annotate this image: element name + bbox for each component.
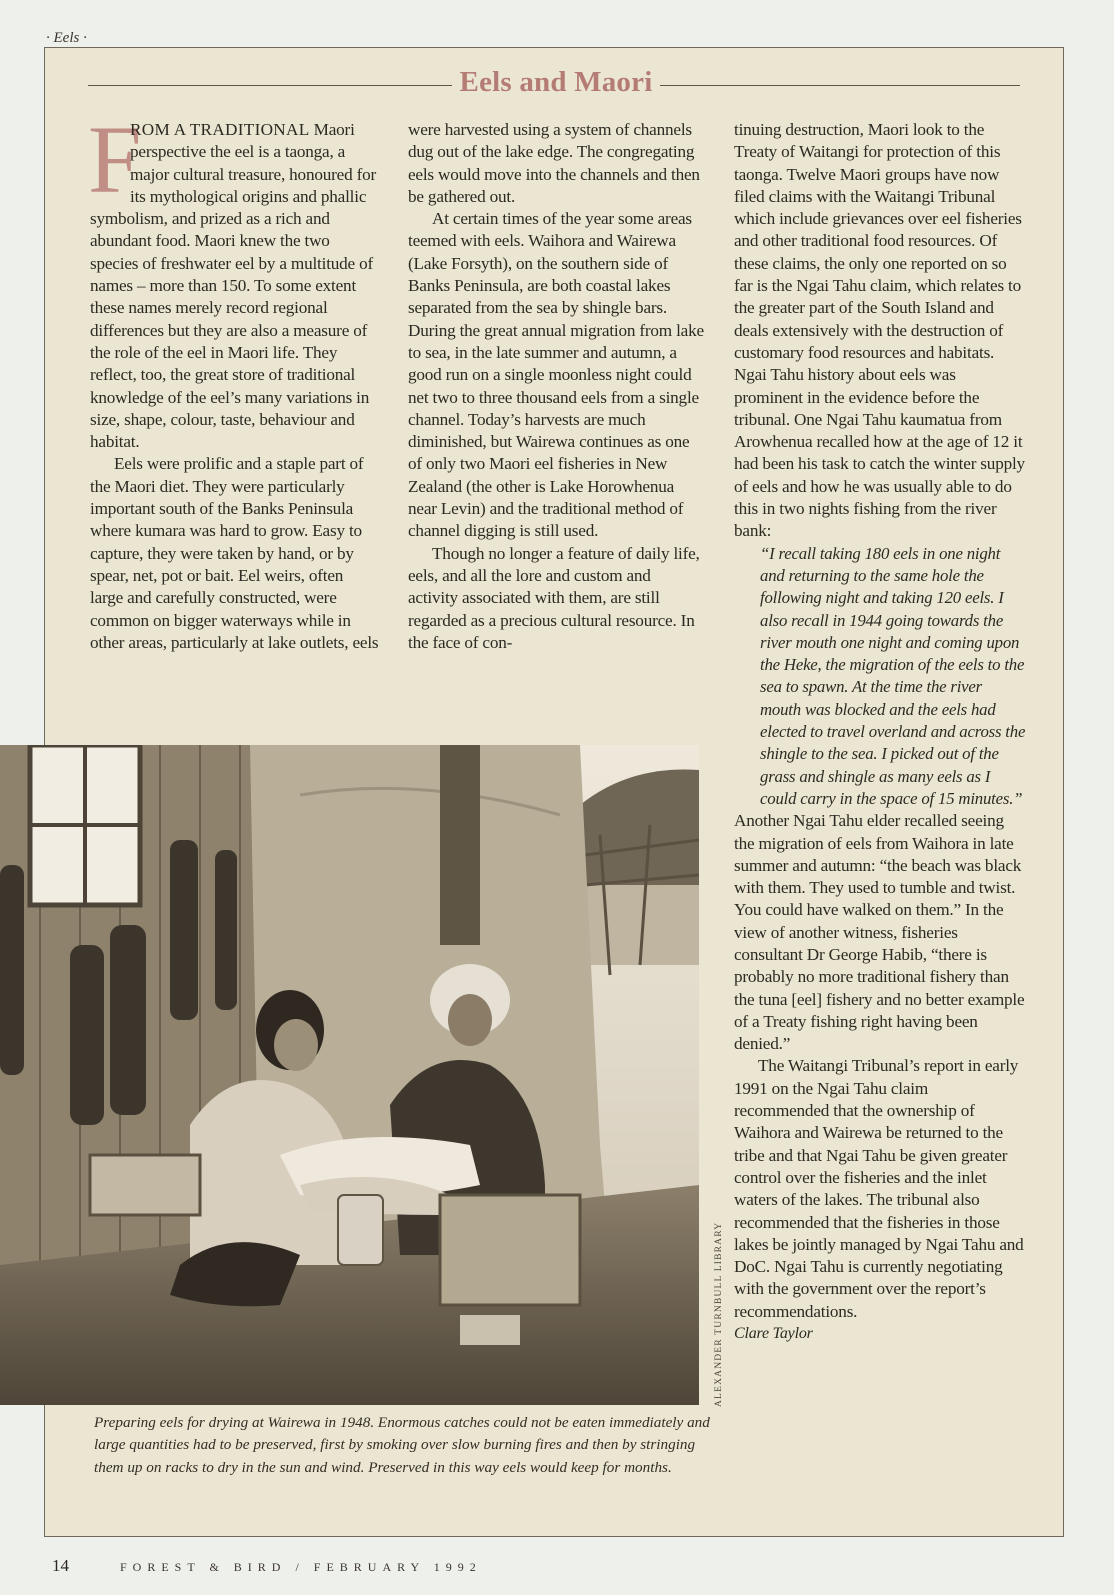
title-rule-right bbox=[660, 85, 1020, 86]
lead-in: ROM A TRADITIONAL bbox=[130, 120, 310, 139]
paragraph: Eels were prolific and a staple part of the Maori diet. They were particularly important south of the Banks Peninsula where kumara was hard to grow. Easy to capture, they were taken by hand, or by spear, net, pot or bait. Eel weirs, often large and carefully constructed, were common on bigger waterways while in other areas, particularly at lake outlets, eels bbox=[90, 454, 379, 652]
photo-eels-drying bbox=[0, 745, 699, 1405]
drop-cap: F bbox=[88, 106, 142, 213]
paragraph: Another Ngai Tahu elder recalled seeing the migration of eels from Waihora in late summer and autumn: “the beach was black with them. They used to tumble and twist. You could have walked on them.” In the view of another witness, fisheries consultant Dr George Habib, “there is probably no more traditional fishery than the tuna [eel] fishery and no better example of a Treaty fishing right having been denied.” bbox=[734, 811, 1025, 1054]
photo-credit: ALEXANDER TURNBULL LIBRARY bbox=[714, 1221, 724, 1407]
paragraph: At certain times of the year some areas teemed with eels. Waihora and Wairewa (Lake Forsyth), on the southern side of Banks Peninsula, are both coastal lakes separated from the sea by shingle bars. During the great annual migration from lake to sea, in the late summer and autumn, a good run on a single moonless night could net two to three thousand eels from a single channel. Today’s harvests are much diminished, but Wairewa continues as one of only two Maori eel fisheries in New Zealand (the other is Lake Horowhenua near Levin) and the traditional method of channel digging is still used. bbox=[408, 209, 704, 541]
column-1 bbox=[88, 106, 380, 654]
article-title-row bbox=[88, 66, 1020, 106]
photo-caption: Preparing eels for drying at Wairewa in 1948. Enormous catches could not be eaten immediately and large quantities had to be preserved, first by smoking over slow burning fires and then by stringing them up on racks to dry in the sun and wind. Preserved in this way eels would keep for months. bbox=[94, 1414, 710, 1476]
paragraph bbox=[88, 106, 380, 453]
publication-footer: FOREST & BIRD / FEBRUARY 1992 bbox=[120, 1560, 482, 1574]
column-2 bbox=[408, 119, 704, 654]
title-rule-left bbox=[88, 85, 452, 86]
running-head: · Eels · bbox=[46, 30, 87, 46]
column-3 bbox=[734, 119, 1026, 1345]
photo-illustration bbox=[0, 745, 699, 1405]
article-title: Eels and Maori bbox=[459, 66, 653, 98]
paragraph-text: Maori perspective the eel is a taonga, a major cultural treasure, honoured for its mythological origins and phallic symbolism, and prized as a rich and abundant food. Maori knew the two species of freshwater eel by a multitude of names – more than 150. To some extent these names merely record regional differences but they are also a measure of the role of the eel in Maori life. They reflect, too, the great store of traditional knowledge of the eel’s many variations in size, shape, colour, taste, behaviour and habitat. bbox=[90, 120, 377, 452]
paragraph: Though no longer a feature of daily life, eels, and all the lore and custom and activity associated with them, are still regarded as a precious cultural resource. In the face of con- bbox=[408, 543, 700, 652]
paragraph: tinuing destruction, Maori look to the Treaty of Waitangi for protection of this taonga. Twelve Maori groups have now filed claims with the Waitangi Tribunal which include grievances over eel fisheries and other traditional food resources. Of these claims, the only one reported on so far is the Ngai Tahu claim, which relates to the greater part of the South Island and deals extensively with the destruction of customary food resources and habitats. Ngai Tahu history about eels was prominent in the evidence before the tribunal. One Ngai Tahu kaumatua from Arowhenua recalled how at the age of 12 it had been his task to catch the winter supply of eels and how he was usually able to do this in two nights fishing from the river bank: bbox=[734, 120, 1025, 541]
block-quote: “I recall taking 180 eels in one night and returning to the same hole the following night and taking 120 eels. I also recall in 1944 going towards the river mouth one night and coming upon the Heke, the migration of the eels to the sea to spawn. At the time the river mouth was blocked and the eels had elected to travel overland and across the shingle to the sea. I picked out of the grass and shingle as many eels as I could carry in the space of 15 minutes.” bbox=[760, 543, 1026, 808]
paragraph: The Waitangi Tribunal’s report in early 1991 on the Ngai Tahu claim recommended that the ownership of Waihora and Wairewa be returned to the tribe and that Ngai Tahu be given greater control over the fisheries and the inlet waters of the lakes. The tribunal also recommended that the fisheries in those lakes be jointly managed by Ngai Tahu and DoC. Ngai Tahu is currently negotiating with the government over the report’s recommendations. bbox=[734, 1056, 1024, 1321]
page-number: 14 bbox=[52, 1556, 69, 1575]
byline: Clare Taylor bbox=[734, 1325, 813, 1343]
paragraph: were harvested using a system of channels dug out of the lake edge. The congregating eels would move into the channels and then be gathered out. bbox=[408, 120, 700, 206]
